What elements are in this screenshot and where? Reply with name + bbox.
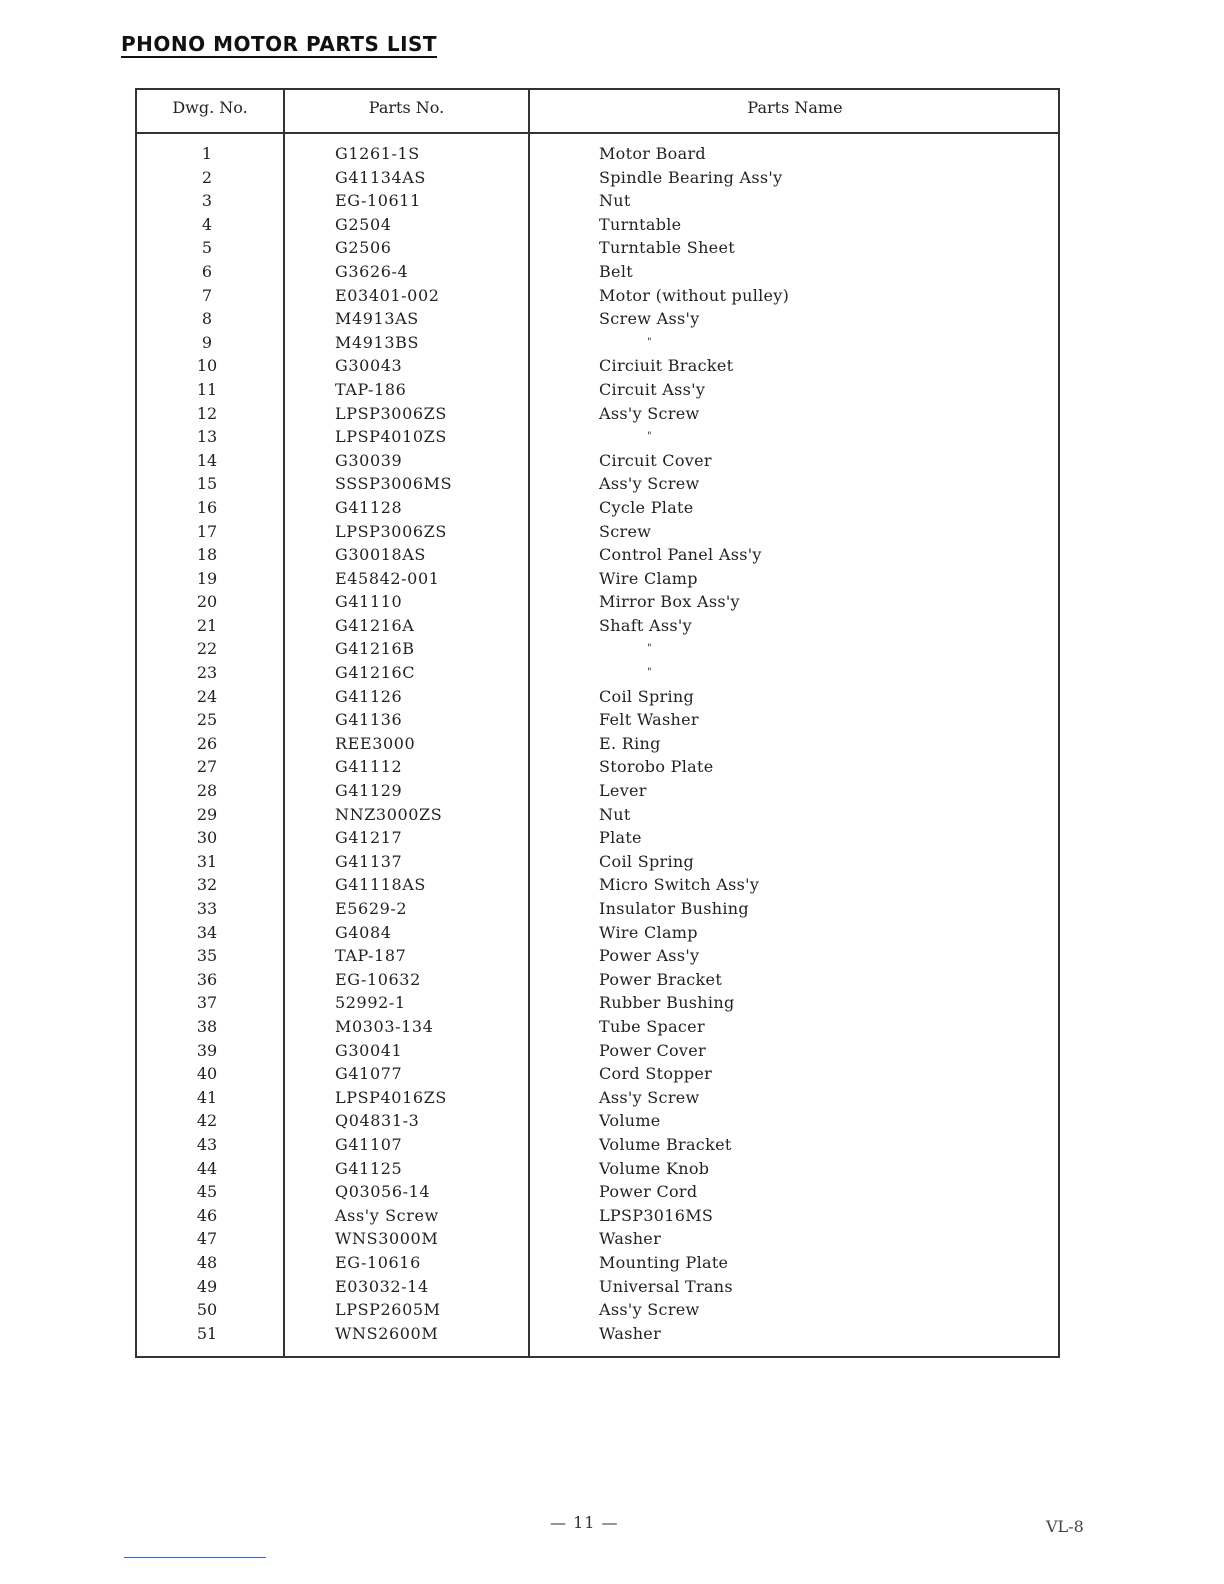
dwg-number-cell: 43 xyxy=(196,1134,218,1154)
dwg-number-cell: 51 xyxy=(196,1323,218,1343)
parts-name-cell: Coil Spring xyxy=(599,686,695,706)
table-row xyxy=(137,449,1058,473)
table-row xyxy=(137,803,1058,827)
parts-number-cell: SSSP3006MS xyxy=(335,474,453,494)
dwg-number-cell: 26 xyxy=(196,733,218,753)
parts-number-cell: G1261-1S xyxy=(335,144,420,163)
table-row xyxy=(137,614,1058,638)
parts-number-cell: G41125 xyxy=(335,1158,403,1178)
parts-number-cell: 52992-1 xyxy=(335,993,406,1013)
footer-rule xyxy=(124,1557,266,1558)
dwg-number-cell: 34 xyxy=(196,922,218,942)
dwg-number-cell: 50 xyxy=(196,1300,218,1320)
dwg-number-cell: 27 xyxy=(196,757,218,777)
parts-number-cell: TAP-186 xyxy=(335,379,407,399)
table-row xyxy=(137,1157,1058,1181)
parts-number-cell: Ass'y Screw xyxy=(335,1205,439,1225)
dwg-number-cell: 19 xyxy=(196,568,218,588)
parts-number-cell: G3626-4 xyxy=(335,261,409,281)
dwg-number-cell: 46 xyxy=(196,1205,218,1225)
parts-number-cell: G4084 xyxy=(335,922,392,942)
parts-number-cell: G2506 xyxy=(335,238,392,258)
document-code: VL-8 xyxy=(1046,1517,1084,1536)
parts-name-cell: Turntable Sheet xyxy=(599,238,735,258)
table-row xyxy=(137,567,1058,591)
parts-name-cell: Volume Bracket xyxy=(599,1134,732,1154)
parts-number-cell: NNZ3000ZS xyxy=(335,804,443,824)
parts-name-cell: Wire Clamp xyxy=(599,568,698,588)
parts-name-cell: Lever xyxy=(599,781,647,801)
parts-number-cell: G41216B xyxy=(335,639,415,659)
dwg-number-cell: 22 xyxy=(196,639,218,659)
table-row xyxy=(137,1133,1058,1157)
parts-number-cell: M0303-134 xyxy=(335,1016,434,1036)
table-row xyxy=(137,1322,1058,1346)
parts-number-cell: E03401-002 xyxy=(335,285,440,305)
parts-number-cell: G30039 xyxy=(335,450,403,470)
parts-name-cell: Motor Board xyxy=(599,144,706,163)
parts-number-cell: G41077 xyxy=(335,1064,403,1084)
parts-name-cell: " xyxy=(647,336,652,348)
dwg-number-cell: 33 xyxy=(196,899,218,918)
table-row xyxy=(137,142,1058,166)
dwg-number-cell: 1 xyxy=(201,144,213,163)
dwg-number-cell: 9 xyxy=(201,332,213,352)
dwg-number-cell: 7 xyxy=(201,285,213,305)
parts-name-cell: " xyxy=(647,643,652,655)
parts-number-cell: G41216A xyxy=(335,615,415,635)
parts-name-cell: Shaft Ass'y xyxy=(599,615,692,635)
dwg-number-cell: 35 xyxy=(196,946,218,966)
table-row xyxy=(137,1227,1058,1251)
parts-number-cell: G41134AS xyxy=(335,167,426,187)
table-row xyxy=(137,520,1058,544)
table-row xyxy=(137,331,1058,355)
parts-name-cell: Circuit Ass'y xyxy=(599,379,706,399)
dwg-number-cell: 11 xyxy=(196,379,218,399)
parts-name-cell: Spindle Bearing Ass'y xyxy=(599,167,783,187)
parts-name-cell: Micro Switch Ass'y xyxy=(599,875,760,895)
parts-number-cell: M4913AS xyxy=(335,309,419,329)
parts-name-cell: Washer xyxy=(599,1323,662,1343)
dwg-number-cell: 13 xyxy=(196,427,218,447)
table-row xyxy=(137,850,1058,874)
parts-number-cell: G2504 xyxy=(335,214,392,234)
parts-name-cell: Screw Ass'y xyxy=(599,309,700,329)
table-row xyxy=(137,425,1058,449)
parts-number-cell: M4913BS xyxy=(335,332,420,352)
parts-number-cell: WNS3000M xyxy=(335,1229,439,1249)
table-row xyxy=(137,1180,1058,1204)
parts-name-cell: Wire Clamp xyxy=(599,922,698,942)
dwg-number-cell: 10 xyxy=(196,356,218,376)
dwg-number-cell: 30 xyxy=(196,828,218,848)
page-title: PHONO MOTOR PARTS LIST xyxy=(121,32,438,56)
parts-number-cell: G41126 xyxy=(335,686,403,706)
parts-number-cell: Q04831-3 xyxy=(335,1111,420,1131)
parts-name-cell: Ass'y Screw xyxy=(599,474,700,494)
dwg-number-cell: 28 xyxy=(196,781,218,801)
dwg-number-cell: 44 xyxy=(196,1158,218,1178)
table-row xyxy=(137,189,1058,213)
parts-name-cell: Power Cord xyxy=(599,1182,698,1202)
parts-name-cell: Insulator Bushing xyxy=(599,899,749,918)
table-row xyxy=(137,944,1058,968)
table-row xyxy=(137,991,1058,1015)
header-parts-no: Parts No. xyxy=(368,98,445,117)
dwg-number-cell: 36 xyxy=(196,969,218,989)
dwg-number-cell: 21 xyxy=(196,615,218,635)
dwg-number-cell: 49 xyxy=(196,1276,218,1296)
dwg-number-cell: 18 xyxy=(196,545,218,565)
parts-name-cell: Circuit Cover xyxy=(599,450,712,470)
parts-number-cell: E45842-001 xyxy=(335,568,440,588)
parts-number-cell: G30018AS xyxy=(335,545,426,565)
parts-name-cell: Nut xyxy=(599,804,631,824)
table-row xyxy=(137,236,1058,260)
parts-name-cell: Ass'y Screw xyxy=(599,1300,700,1320)
page-number: — 11 — xyxy=(550,1513,619,1532)
parts-name-cell: Universal Trans xyxy=(599,1276,733,1296)
parts-name-cell: Ass'y Screw xyxy=(599,1087,700,1107)
dwg-number-cell: 15 xyxy=(196,474,218,494)
table-row xyxy=(137,826,1058,850)
dwg-number-cell: 8 xyxy=(201,309,213,329)
parts-name-cell: Mirror Box Ass'y xyxy=(599,592,740,612)
table-row xyxy=(137,496,1058,520)
parts-number-cell: TAP-187 xyxy=(335,946,407,966)
dwg-number-cell: 14 xyxy=(196,450,218,470)
parts-number-cell: EG-10611 xyxy=(335,191,421,211)
dwg-number-cell: 32 xyxy=(196,875,218,895)
dwg-number-cell: 3 xyxy=(201,191,213,211)
parts-name-cell: Screw xyxy=(599,521,652,541)
parts-name-cell: Coil Spring xyxy=(599,851,695,871)
parts-name-cell: Power Cover xyxy=(599,1040,706,1060)
parts-number-cell: G41118AS xyxy=(335,875,426,895)
table-row xyxy=(137,921,1058,945)
dwg-number-cell: 23 xyxy=(196,663,218,683)
parts-name-cell: Washer xyxy=(599,1229,662,1249)
dwg-number-cell: 20 xyxy=(196,592,218,612)
dwg-number-cell: 37 xyxy=(196,993,218,1013)
dwg-number-cell: 42 xyxy=(196,1111,218,1131)
table-row xyxy=(137,1062,1058,1086)
parts-name-cell: Plate xyxy=(599,828,642,848)
dwg-number-cell: 17 xyxy=(196,521,218,541)
table-row xyxy=(137,708,1058,732)
parts-number-cell: G41110 xyxy=(335,592,403,612)
table-row xyxy=(137,1251,1058,1275)
dwg-number-cell: 25 xyxy=(196,710,218,730)
dwg-number-cell: 47 xyxy=(196,1229,218,1249)
table-row xyxy=(137,779,1058,803)
parts-number-cell: G41137 xyxy=(335,851,403,871)
header-dwg-no: Dwg. No. xyxy=(172,98,248,117)
parts-name-cell: Rubber Bushing xyxy=(599,993,735,1013)
dwg-number-cell: 2 xyxy=(201,167,213,187)
table-row xyxy=(137,284,1058,308)
parts-table xyxy=(135,88,1060,1358)
table-body xyxy=(137,142,1058,1345)
table-row xyxy=(137,354,1058,378)
parts-number-cell: LPSP4010ZS xyxy=(335,427,447,447)
parts-number-cell: G30043 xyxy=(335,356,403,376)
header-divider xyxy=(137,132,1058,134)
parts-name-cell: Circiuit Bracket xyxy=(599,356,734,376)
dwg-number-cell: 39 xyxy=(196,1040,218,1060)
table-row xyxy=(137,732,1058,756)
table-row xyxy=(137,307,1058,331)
table-row xyxy=(137,1204,1058,1228)
header-parts-name: Parts Name xyxy=(747,98,843,117)
dwg-number-cell: 31 xyxy=(196,851,218,871)
dwg-number-cell: 24 xyxy=(196,686,218,706)
parts-number-cell: G41136 xyxy=(335,710,403,730)
table-row xyxy=(137,755,1058,779)
table-row xyxy=(137,472,1058,496)
parts-number-cell: LPSP3006ZS xyxy=(335,521,447,541)
dwg-number-cell: 40 xyxy=(196,1064,218,1084)
parts-number-cell: G41217 xyxy=(335,828,403,848)
parts-number-cell: G41128 xyxy=(335,497,403,517)
table-row xyxy=(137,685,1058,709)
parts-name-cell: Ass'y Screw xyxy=(599,403,700,423)
dwg-number-cell: 16 xyxy=(196,497,218,517)
parts-name-cell: LPSP3016MS xyxy=(599,1205,714,1225)
table-row xyxy=(137,260,1058,284)
parts-name-cell: Storobo Plate xyxy=(599,757,714,777)
parts-name-cell: Tube Spacer xyxy=(599,1016,705,1036)
table-row xyxy=(137,1015,1058,1039)
parts-name-cell: Motor (without pulley) xyxy=(599,285,790,305)
parts-number-cell: REE3000 xyxy=(335,733,416,753)
parts-name-cell: Volume Knob xyxy=(599,1158,710,1178)
parts-number-cell: WNS2600M xyxy=(335,1323,439,1343)
parts-number-cell: LPSP3006ZS xyxy=(335,403,447,423)
parts-number-cell: G41129 xyxy=(335,781,403,801)
parts-number-cell: E03032-14 xyxy=(335,1276,429,1296)
parts-number-cell: EG-10616 xyxy=(335,1252,421,1272)
parts-name-cell: Mounting Plate xyxy=(599,1252,729,1272)
parts-number-cell: E5629-2 xyxy=(335,899,408,918)
parts-name-cell: Volume xyxy=(599,1111,661,1131)
dwg-number-cell: 38 xyxy=(196,1016,218,1036)
dwg-number-cell: 12 xyxy=(196,403,218,423)
dwg-number-cell: 5 xyxy=(201,238,213,258)
parts-number-cell: G41107 xyxy=(335,1134,403,1154)
table-row xyxy=(137,1109,1058,1133)
table-row xyxy=(137,402,1058,426)
parts-number-cell: EG-10632 xyxy=(335,969,421,989)
parts-name-cell: Control Panel Ass'y xyxy=(599,545,762,565)
parts-name-cell: " xyxy=(647,667,652,679)
parts-name-cell: Turntable xyxy=(599,214,682,234)
table-row xyxy=(137,873,1058,897)
table-row xyxy=(137,637,1058,661)
dwg-number-cell: 4 xyxy=(201,214,213,234)
parts-number-cell: G41216C xyxy=(335,663,416,683)
parts-name-cell: Power Ass'y xyxy=(599,946,700,966)
parts-name-cell: Cord Stopper xyxy=(599,1064,713,1084)
parts-name-cell: E. Ring xyxy=(599,733,661,753)
table-row xyxy=(137,897,1058,921)
table-row xyxy=(137,543,1058,567)
table-row xyxy=(137,1086,1058,1110)
table-row xyxy=(137,1039,1058,1063)
parts-name-cell: Cycle Plate xyxy=(599,497,694,517)
table-row xyxy=(137,590,1058,614)
dwg-number-cell: 48 xyxy=(196,1252,218,1272)
table-row xyxy=(137,213,1058,237)
parts-number-cell: LPSP2605M xyxy=(335,1300,441,1320)
dwg-number-cell: 41 xyxy=(196,1087,218,1107)
dwg-number-cell: 6 xyxy=(201,261,213,281)
parts-name-cell: " xyxy=(647,431,652,443)
table-row xyxy=(137,378,1058,402)
table-row xyxy=(137,661,1058,685)
dwg-number-cell: 45 xyxy=(196,1182,218,1202)
table-row xyxy=(137,968,1058,992)
parts-number-cell: LPSP4016ZS xyxy=(335,1087,447,1107)
dwg-number-cell: 29 xyxy=(196,804,218,824)
parts-number-cell: Q03056-14 xyxy=(335,1182,431,1202)
parts-name-cell: Power Bracket xyxy=(599,969,723,989)
parts-name-cell: Nut xyxy=(599,191,631,211)
parts-name-cell: Belt xyxy=(599,261,633,281)
parts-number-cell: G30041 xyxy=(335,1040,403,1060)
parts-name-cell: Felt Washer xyxy=(599,710,699,730)
table-row xyxy=(137,1298,1058,1322)
table-row xyxy=(137,1275,1058,1299)
table-row xyxy=(137,166,1058,190)
parts-number-cell: G41112 xyxy=(335,757,403,777)
